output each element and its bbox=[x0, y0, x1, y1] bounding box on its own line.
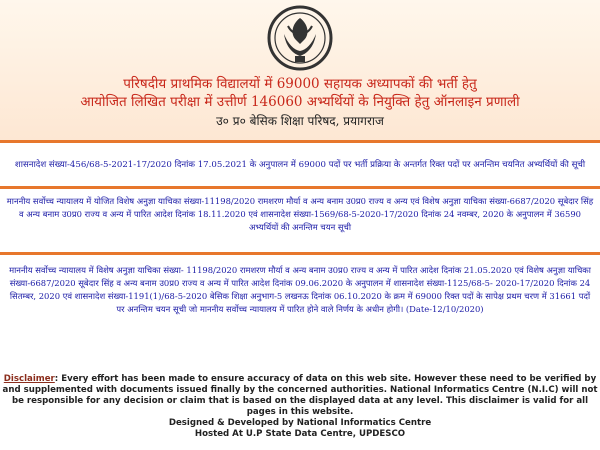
page-title-line2: आयोजित लिखित परीक्षा में उत्तीर्ण 146060 अभ्यर्थियों के नियुक्ति हेतु ऑनलाइन प्रणाली bbox=[80, 94, 520, 110]
designed-by-credit: Designed & Developed by National Informatics Centre bbox=[168, 418, 432, 428]
notice-link-1-text[interactable]: शासनादेश संख्या-456/68-5-2021-17/2020 दिनांक 17.05.2021 के अनुपालन में 69000 पदों पर भर्ती प्रक्रिया के अन्तर्गत रिक्त पदों पर अनन्तिम चयनित अभ्यर्थियों की सूची bbox=[14, 160, 586, 170]
disclaimer bbox=[0, 374, 600, 418]
page-title-line1: परिषदीय प्राथमिक विद्यालयों में 69000 सहायक अध्यापकों की भर्ती हेतु bbox=[123, 76, 477, 92]
page-header bbox=[0, 0, 600, 140]
disclaimer-label: Disclaimer bbox=[3, 374, 55, 384]
notice-link-2-text[interactable]: माननीय सर्वोच्च न्यायालय में योजित विशेष अनुज्ञा याचिका संख्या-11198/2020 रामशरण मौर्या व अन्य बनाम उ0प्र0 राज्य व अन्य एवं विशेष अनुज्ञा याचिका संख्या-6687/2020 सूबेदार सिंह व अन्य बनाम उ0प्र0 राज्य व अन्य में पारित आदेश दिनांक 18.11.2020 एवं शासनादेश संख्या-1569/68-5-2020-17/2020 दिनांक 24 नवम्बर, 2020 के अनुपालन में 36590 अभ्यर्थियों की अनन्तिम चयन सूची bbox=[6, 196, 594, 232]
notice-link-3[interactable] bbox=[0, 256, 600, 330]
notice-link-2[interactable] bbox=[0, 190, 600, 248]
notice-link-3-text[interactable]: माननीय सर्वोच्च न्यायालय में विशेष अनुज्ञा याचिका संख्या- 11198/2020 रामशरण मौर्या व अन्य बनाम उ0प्र0 राज्य व अन्य में पारित आदेश दिनांक 21.05.2020 एवं विशेष अनुज्ञा याचिका संख्या-6687/2020 सूबेदार सिंह व अन्य बनाम उ0प्र0 राज्य व अन्य में पारित आदेश दिनांक 09.06.2020 के अनुपालन में शासनादेश संख्या-1125/68-5- 2020-17/2020 दिनांक 24 सितम्बर, 2020 एवं शासनादेश संख्या-1191(1)/68-5-2020 बेसिक शिक्षा अनुभाग-5 लखनऊ दिनांक 06.10.2020 के क्रम में 69000 रिक्त पदों के सापेक्ष प्रथम चरण में 31661 पदों पर अनन्तिम चयन सूची जो माननीय सर्वोच्च न्यायालय में पारित होने वाले निर्णय के अधीन होगी। (Date-12/10/2020) bbox=[9, 265, 591, 314]
divider bbox=[0, 252, 600, 255]
disclaimer-text: : Every effort has been made to ensure accuracy of data on this web site. However these need to be verified by and supplemented with documents issued finally by the concerned authorities. National Informatics Centre (N.I.C) will not be responsible for any decision or claim that is based on the displayed data at any level. This disclaimer is valid for all pages in this website. bbox=[2, 374, 598, 417]
page-footer bbox=[0, 374, 600, 450]
hosted-at-credit: Hosted At U.P State Data Centre, UPDESCO bbox=[194, 429, 406, 439]
notice-link-1[interactable] bbox=[0, 148, 600, 182]
page-subtitle: उ० प्र० बेसिक शिक्षा परिषद, प्रयागराज bbox=[216, 114, 384, 128]
divider bbox=[0, 186, 600, 189]
up-government-emblem-icon bbox=[262, 4, 338, 74]
divider bbox=[0, 140, 600, 143]
